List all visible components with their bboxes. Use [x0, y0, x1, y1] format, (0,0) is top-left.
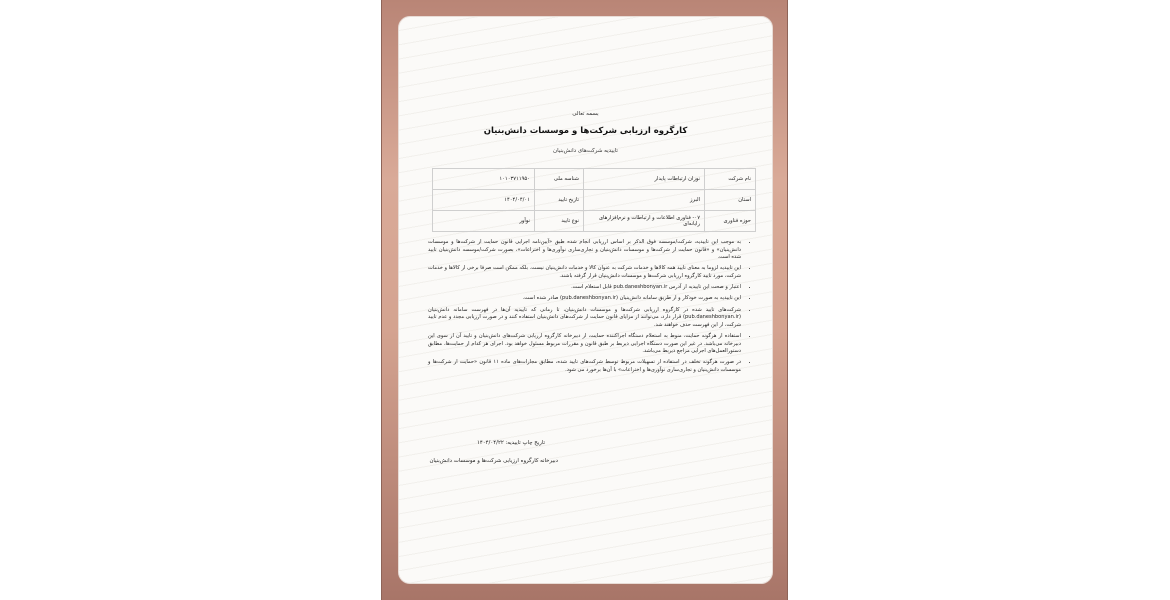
table-cell-label: تاریخ تایید	[535, 190, 584, 211]
list-item: • این تاییدیه لزوما به معنای تایید همه کالاها و خدمات شرکت به عنوان کالا و خدمات دانش‌بنیان نیست. بلکه ممکن است صرفا برخی از کالاها و خدمات شرکت، مورد تایید کارگروه ارزیابی شرکت‌ها و موسسات دانش‌بنیان قرار گرفته باشند.	[428, 265, 741, 280]
table-cell-label: حوزه فناوری	[705, 211, 756, 232]
table-row	[433, 169, 756, 190]
notes-list	[428, 239, 751, 378]
list-item: • این تاییدیه به صورت خودکار و از طریق سامانه دانش‌بنیان (pub.daneshbonyan.ir) صادر شده است.	[428, 295, 741, 303]
table-row	[433, 211, 756, 232]
table-cell-label: نوع تایید	[535, 211, 584, 232]
national-id-value: ۱۰۱۰۳۷۱۱۹۵۰	[433, 169, 535, 190]
list-item: • در صورت هرگونه تخلف در استفاده از تسهیلات مربوط توسط شرکت‌های تایید شده، مطابق مجازات‌های ماده ۱۱ قانون «حمایت از شرکت‌ها و موسسات دانش‌بنیان و تجاری‌سازی نوآوری‌ها و اختراعات» با آن‌ها برخورد می شود.	[428, 359, 741, 374]
certificate-paper	[398, 16, 773, 584]
table-cell-label: شناسه ملی	[535, 169, 584, 190]
province-value: البرز	[584, 190, 705, 211]
list-item: • شرکت‌های تایید شده در کارگروه ارزیابی شرکت‌ها و موسسات دانش‌بنیان، تا زمانی که تاییدیه آن‌ها در فهرست سامانه دانش‌بنیان (pub.daneshbonyan.ir) قرار دارد، می‌توانند از مزایای قانون حمایت از شرکت‌های دانش‌بنیان استفاده کنند و در صورت ارزیابی مجدد و عدم تایید شرکت، از این فهرست حذف خواهند شد.	[428, 307, 741, 330]
technology-field-value: ۰۷- فناوری اطلاعات و ارتباطات و نرم‌افزارهای رایانه‌ای	[584, 211, 705, 232]
company-name-value: نوران ارتباطات پایدار	[584, 169, 705, 190]
approval-date-value: ۱۴۰۴/۰۴/۰۱	[433, 190, 535, 211]
company-info-table	[432, 168, 756, 232]
table-row	[433, 190, 756, 211]
list-item: • اعتبار و صحت این تاییدیه از آدرس pub.daneshbonyan.ir قابل استعلام است.	[428, 284, 741, 292]
page-subtitle: تاییدیه شرکت‌های دانش‌بنیان	[553, 148, 618, 154]
page-title: کارگروه ارزیابی شرکت‌ها و موسسات دانش‌بنیان	[483, 126, 688, 136]
certificate-frame	[381, 0, 788, 600]
approval-type-value: نوآور	[433, 211, 535, 232]
print-date: تاریخ چاپ تاییدیه: ۱۴۰۴/۰۴/۲۲	[476, 440, 545, 446]
secretariat-signature: دبیرخانه کارگروه ارزیابی شرکت‌ها و موسسات دانش‌بنیان	[429, 458, 558, 464]
list-item: • استفاده از هرگونه حمایت، منوط به استعلام دستگاه اجراکننده حمایت، از دبیرخانه کارگروه ارزیابی شرکت‌های دانش‌بنیان و تایید آن از سوی این دبیرخانه می‌باشد. در غیر این صورت دستگاه اجرایی ذیربط بر طبق قانون و مقررات مربوط مسئول خواهد بود. اجرای هر کدام از حمایت‌ها، مطابق دستورالعمل‌های اجرایی مراجع ذیربط می‌باشد.	[428, 333, 741, 356]
table-cell-label: استان	[705, 190, 756, 211]
invocation-text: بسمه تعالی	[572, 111, 599, 117]
table-cell-label: نام شرکت	[705, 169, 756, 190]
list-item: • به موجب این تاییدیه، شرکت/موسسه فوق الذکر بر اساس ارزیابی انجام شده طبق «آیین‌نامه اجرایی قانون حمایت از شرکت‌ها و موسسات دانش‌بنیان» و «قانون حمایت از شرکت‌ها و موسسات دانش‌بنیان و تجاری‌سازی نوآوری‌ها و اختراعات»، بصورت شرکت/موسسه دانش‌بنیان تایید شده است.	[428, 239, 741, 262]
